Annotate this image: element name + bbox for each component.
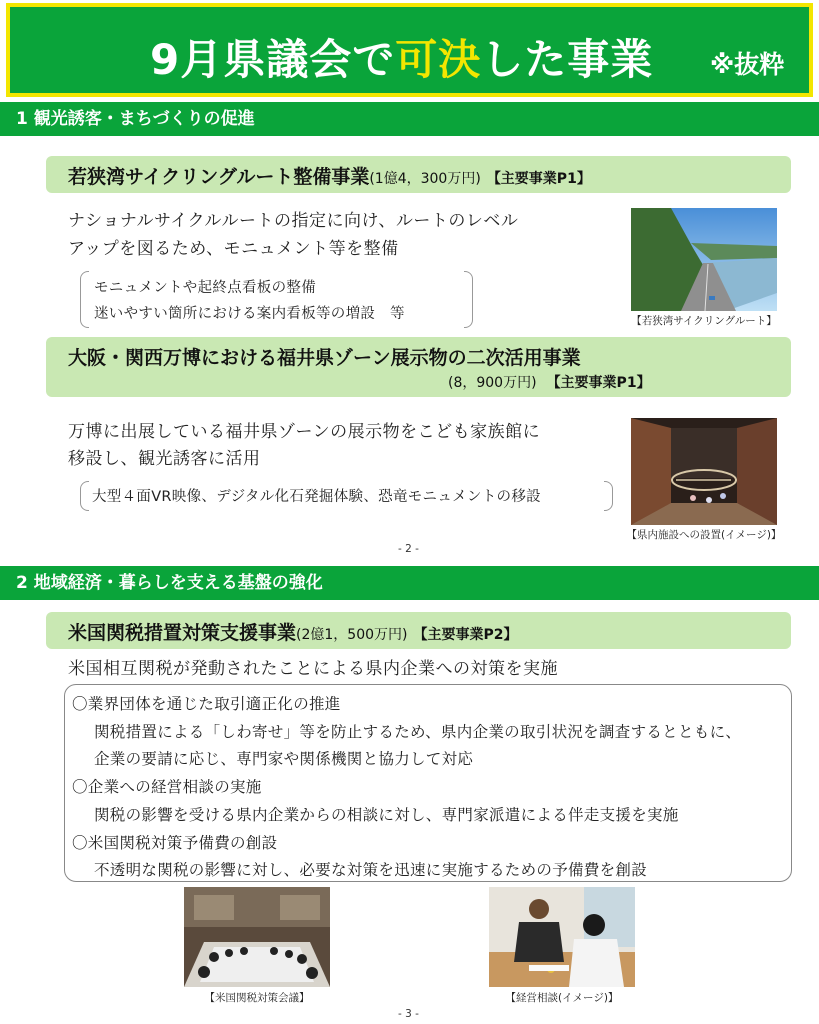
project-3-desc: 米国相互関税が発動されたことによる県内企業への対策を実施 bbox=[68, 659, 558, 679]
project-1-name: 若狭湾サイクリングルート整備事業 bbox=[68, 166, 370, 188]
measure-3-line1: 不透明な関税の影響に対し、必要な対策を迅速に実施するための予備費を創設 bbox=[94, 861, 648, 879]
title-note: ※抜粋 bbox=[710, 50, 785, 79]
project-1-desc-line2: アップを図るため、モニュメント等を整備 bbox=[68, 239, 399, 259]
title-part-1: 9月県議会で bbox=[150, 35, 396, 84]
bracket-right bbox=[604, 481, 613, 511]
project-1-detail-line1: モニュメントや起終点看板の整備 bbox=[94, 280, 316, 296]
project-2-band bbox=[46, 337, 791, 397]
project-3-band bbox=[46, 612, 791, 649]
project-2-desc-line1: 万博に出展している福井県ゾーンの展示物をこども家族館に bbox=[68, 422, 541, 442]
bracket-left bbox=[80, 481, 89, 511]
page-number-2: - 2 - bbox=[398, 543, 419, 555]
project-2-name: 大阪・関西万博における福井県ゾーン展示物の二次活用事業 bbox=[68, 347, 581, 369]
page-number-3: - 3 - bbox=[398, 1008, 419, 1020]
measure-1-title: 〇業界団体を通じた取引適正化の推進 bbox=[72, 695, 341, 713]
bracket-left bbox=[80, 271, 89, 328]
exhibit-photo bbox=[631, 418, 777, 525]
project-3-name: 米国関税措置対策支援事業 bbox=[68, 622, 297, 644]
tariff-meeting-caption: 【米国関税対策会議】 bbox=[204, 992, 310, 1004]
project-1-band bbox=[46, 156, 791, 193]
project-1-tag: 【主要事業P1】 bbox=[486, 171, 591, 187]
project-2-detail: 大型４面VR映像、デジタル化石発掘体験、恐竜モニュメントの移設 bbox=[92, 489, 541, 505]
business-consultation-caption: 【経営相談(イメージ)】 bbox=[505, 992, 619, 1004]
project-2-desc-line2: 移設し、観光誘客に活用 bbox=[68, 449, 261, 469]
project-3-budget: (2億1，500万円) bbox=[296, 627, 408, 643]
title-part-2: した事業 bbox=[481, 35, 654, 84]
tariff-meeting-photo bbox=[184, 887, 330, 987]
exhibit-caption: 【県内施設への設置(イメージ)】 bbox=[626, 529, 782, 541]
project-1-desc-line1: ナショナルサイクルルートの指定に向け、ルートのレベル bbox=[68, 211, 519, 231]
project-2-tag: 【主要事業P1】 bbox=[546, 375, 651, 391]
measure-2-title: 〇企業への経営相談の実施 bbox=[72, 778, 262, 796]
section-2-heading: 2 地域経済・暮らしを支える基盤の強化 bbox=[0, 566, 819, 600]
project-3-tag: 【主要事業P2】 bbox=[413, 627, 518, 643]
page-title bbox=[150, 27, 653, 87]
bracket-right bbox=[464, 271, 473, 328]
title-highlight: 可決 bbox=[395, 35, 482, 84]
measure-1-line1: 関税措置による「しわ寄せ」等を防止するため、県内企業の取引状況を調査するとともに、 bbox=[94, 723, 742, 741]
cycling-route-photo bbox=[631, 208, 777, 311]
project-2-budget: (8，900万円) bbox=[448, 375, 537, 391]
project-2-budget-line bbox=[448, 372, 651, 392]
business-consultation-photo bbox=[489, 887, 635, 987]
title-banner bbox=[6, 3, 813, 97]
measure-1-line2: 企業の要請に応じ、専門家や関係機関と協力して対応 bbox=[94, 750, 474, 768]
measure-3-title: 〇米国関税対策予備費の創設 bbox=[72, 834, 278, 852]
section-1-heading: 1 観光誘客・まちづくりの促進 bbox=[0, 102, 819, 136]
cycling-route-caption: 【若狭湾サイクリングルート】 bbox=[631, 315, 777, 327]
project-1-detail-line2: 迷いやすい箇所における案内看板等の増設 等 bbox=[94, 306, 405, 322]
project-1-budget: (1億4，300万円) bbox=[369, 171, 481, 187]
measure-2-line1: 関税の影響を受ける県内企業からの相談に対し、専門家派遣による伴走支援を実施 bbox=[94, 806, 679, 824]
